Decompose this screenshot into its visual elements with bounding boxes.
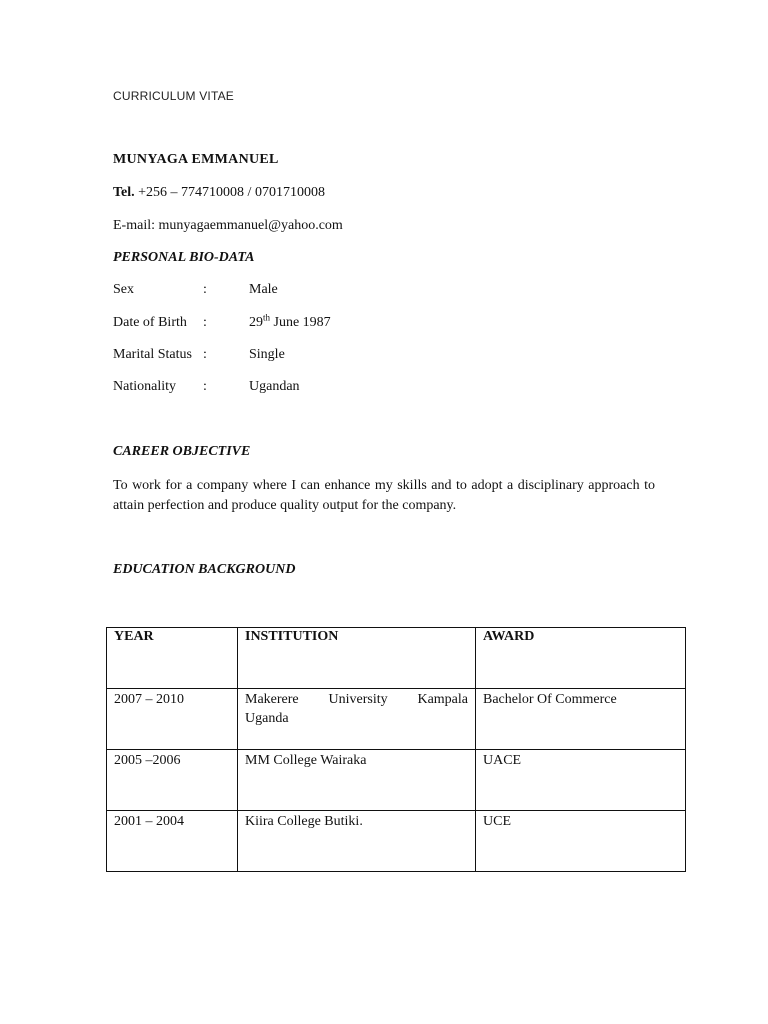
institution-cell: MM College Wairaka — [238, 750, 476, 811]
dob-month-year: June 1987 — [270, 315, 331, 330]
table-header-row — [107, 628, 686, 689]
career-objective-heading: CAREER OBJECTIVE — [113, 444, 251, 459]
education-background-heading: EDUCATION BACKGROUND — [113, 562, 296, 577]
bio-value: Ugandan — [249, 379, 300, 394]
bio-colon: : — [203, 282, 207, 297]
table-row — [107, 689, 686, 750]
bio-colon: : — [203, 315, 207, 330]
bio-value — [249, 312, 331, 331]
column-header-year: YEAR — [107, 628, 238, 689]
bio-value: Male — [249, 282, 278, 297]
year-cell: 2007 – 2010 — [107, 689, 238, 750]
bio-data-heading: PERSONAL BIO-DATA — [113, 250, 255, 265]
bio-row-nationality — [113, 379, 513, 397]
career-objective-text: To work for a company where I can enhance my skills and to adopt a disciplinary approach to attain perfection and produce quality output for the company. — [113, 478, 655, 513]
year-cell: 2001 – 2004 — [107, 811, 238, 872]
institution-cell: Kiira College Butiki. — [238, 811, 476, 872]
table-row — [107, 811, 686, 872]
bio-colon: : — [203, 347, 207, 362]
document-title: CURRICULUM VITAE — [113, 89, 234, 103]
dob-day: 29 — [249, 315, 263, 330]
institution-line-2: Uganda — [245, 711, 289, 726]
dob-day-suffix: th — [263, 312, 271, 323]
table-row — [107, 750, 686, 811]
telephone-line — [113, 185, 325, 201]
bio-row-sex — [113, 282, 513, 300]
education-table — [106, 627, 686, 872]
award-cell: UACE — [476, 750, 686, 811]
candidate-name: MUNYAGA EMMANUEL — [113, 152, 279, 167]
telephone-value: +256 – 774710008 / 0701710008 — [134, 185, 325, 200]
bio-label: Date of Birth — [113, 315, 187, 330]
bio-label: Marital Status — [113, 347, 192, 362]
bio-row-marital-status — [113, 347, 513, 365]
email-line: E-mail: munyagaemmanuel@yahoo.com — [113, 218, 343, 233]
telephone-label: Tel. — [113, 185, 135, 200]
institution-line-1: Makerere University Kampala — [245, 692, 468, 707]
bio-label: Nationality — [113, 379, 176, 394]
bio-row-date-of-birth — [113, 312, 513, 333]
institution-cell — [238, 689, 476, 750]
column-header-award: AWARD — [476, 628, 686, 689]
year-cell: 2005 –2006 — [107, 750, 238, 811]
bio-colon: : — [203, 379, 207, 394]
award-cell: UCE — [476, 811, 686, 872]
bio-value: Single — [249, 347, 285, 362]
award-cell: Bachelor Of Commerce — [476, 689, 686, 750]
bio-label: Sex — [113, 282, 134, 297]
column-header-institution: INSTITUTION — [238, 628, 476, 689]
